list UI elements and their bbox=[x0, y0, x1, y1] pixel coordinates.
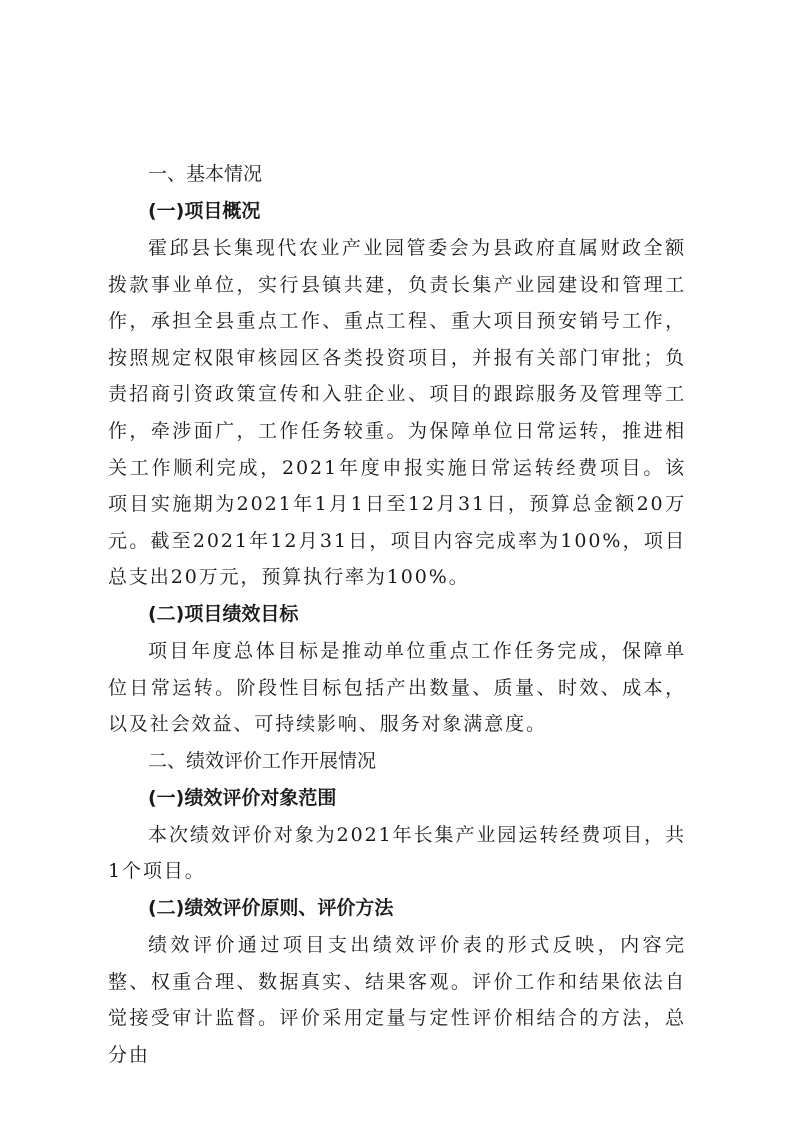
paragraph-project-overview: 霍邱县长集现代农业产业园管委会为县政府直属财政全额拨款事业单位，实行县镇共建，负责长集产业园建设和管理工作，承担全县重点工作、重点工程、重大项目预安销号工作，按照规定权限审核园区各类投资项目，并报有关部门审批；负责招商引资政策宣传和入驻企业、项目的跟踪服务及管理等工作，牵涉面广，工作任务较重。为保障单位日常运转，推进相关工作顺利完成，2021年度申报实施日常运转经费项目。该项目实施期为2021年1月1日至12月31日，预算总金额20万元。截至2021年12月31日，项目内容完成率为100%，项目总支出20万元，预算执行率为100%。 bbox=[108, 237, 686, 589]
section-heading-evaluation-work: 二、绩效评价工作开展情况 bbox=[148, 749, 377, 772]
paragraph-performance-goals: 项目年度总体目标是推动单位重点工作任务完成，保障单位日常运转。阶段性目标包括产出数量、质量、时效、成本，以及社会效益、可持续影响、服务对象满意度。 bbox=[108, 639, 686, 736]
paragraph-evaluation-principles: 绩效评价通过项目支出绩效评价表的形式反映，内容完整、权重合理、数据真实、结果客观。评价工作和结果依法自觉接受审计监督。评价采用定量与定性评价相结合的方法，总分由 bbox=[108, 933, 686, 1066]
subsection-heading-performance-goals: (二)项目绩效目标 bbox=[148, 602, 299, 625]
document-body bbox=[108, 156, 686, 1073]
subsection-heading-project-overview: (一)项目概况 bbox=[148, 200, 261, 222]
paragraph-evaluation-scope: 本次绩效评价对象为2021年长集产业园运转经费项目，共1个项目。 bbox=[108, 823, 686, 883]
subsection-heading-evaluation-principles: (二)绩效评价原则、评价方法 bbox=[148, 896, 394, 919]
section-heading-basic-info: 一、基本情况 bbox=[148, 163, 263, 185]
subsection-heading-evaluation-scope: (一)绩效评价对象范围 bbox=[148, 786, 337, 809]
